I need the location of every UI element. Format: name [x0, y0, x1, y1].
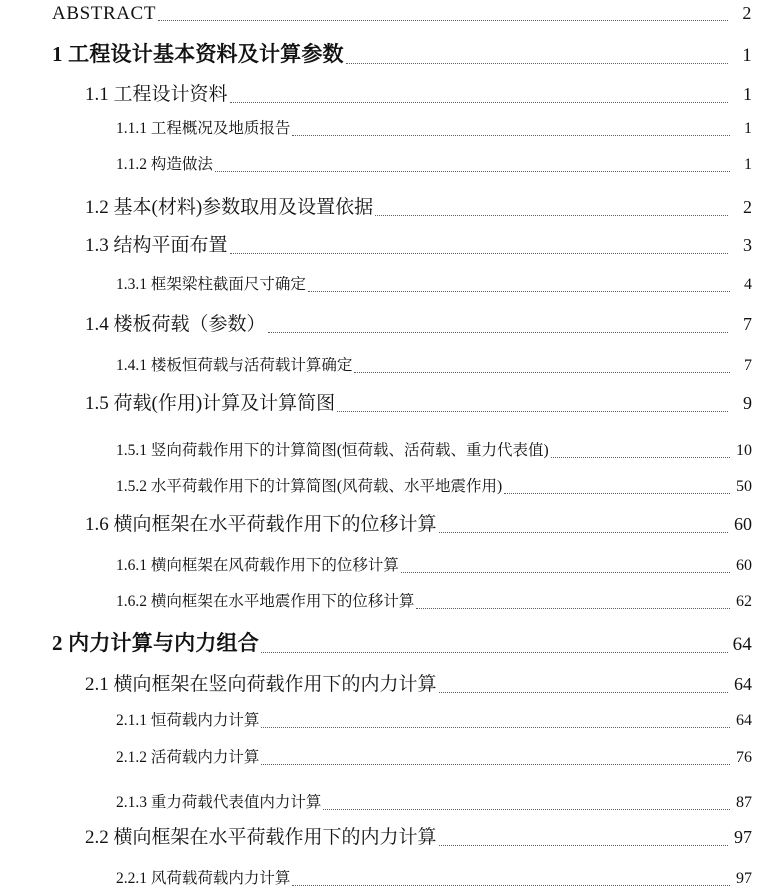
toc-entry[interactable] [0, 553, 780, 575]
toc-entry-title: 1.5 荷载(作用)计算及计算简图 [85, 393, 336, 414]
toc-leader-dots [292, 135, 730, 136]
toc-leader-dots [261, 764, 730, 765]
toc-entry[interactable] [0, 116, 780, 138]
toc-entry-page-number: 64 [734, 674, 752, 694]
toc-entry-title: ABSTRACT [52, 3, 157, 24]
toc-leader-dots [375, 215, 728, 216]
toc-entry-title: 2 内力计算与内力组合 [52, 631, 259, 655]
toc-entry[interactable] [0, 708, 780, 730]
toc-leader-dots [323, 809, 730, 810]
toc-entry[interactable] [0, 3, 780, 25]
toc-entry-title: 2.2 横向框架在水平荷载作用下的内力计算 [85, 827, 437, 848]
toc-leader-dots [504, 493, 730, 494]
toc-entry-title: 1.5.1 竖向荷载作用下的计算简图(恒荷载、活荷载、重力代表值) [116, 442, 549, 459]
toc-leader-dots [215, 171, 730, 172]
toc-entry-page-number: 50 [736, 478, 752, 495]
toc-leader-dots [354, 372, 730, 373]
toc-entry-title: 2.2.1 风荷载荷载内力计算 [116, 870, 291, 887]
toc-entry[interactable] [0, 627, 780, 657]
toc-leader-dots [439, 845, 728, 846]
toc-leader-dots [261, 727, 730, 728]
toc-entry-title: 1.5.2 水平荷载作用下的计算简图(风荷载、水平地震作用) [116, 478, 503, 495]
toc-entry[interactable] [0, 152, 780, 174]
toc-leader-dots [230, 253, 728, 254]
toc-entry-page-number: 2 [742, 3, 752, 23]
toc-leader-dots [292, 885, 730, 886]
toc-entry-title: 1.1.1 工程概况及地质报告 [116, 120, 291, 137]
toc-entry[interactable] [0, 509, 780, 536]
toc-leader-dots [337, 411, 728, 412]
toc-leader-dots [416, 608, 730, 609]
toc-entry[interactable] [0, 790, 780, 812]
toc-entry-page-number: 97 [734, 827, 752, 847]
toc-entry-title: 1.6 横向框架在水平荷载作用下的位移计算 [85, 514, 437, 535]
toc-leader-dots [346, 63, 728, 64]
toc-entry-page-number: 4 [744, 276, 752, 293]
toc-entry-title: 2.1.1 恒荷载内力计算 [116, 712, 260, 729]
toc-entry-title: 1.2 基本(材料)参数取用及设置依据 [85, 197, 374, 218]
toc-entry[interactable] [0, 589, 780, 611]
toc-entry[interactable] [0, 309, 780, 336]
toc-entry[interactable] [0, 745, 780, 767]
toc-entry-page-number: 1 [743, 84, 752, 104]
toc-entry-title: 1.4 楼板荷载（参数） [85, 314, 266, 335]
toc-entry-title: 1.3 结构平面布置 [85, 235, 228, 256]
toc-entry-page-number: 62 [736, 593, 752, 610]
toc-entry-page-number: 97 [736, 870, 752, 887]
toc-entry-page-number: 10 [736, 442, 752, 459]
toc-entry-page-number: 87 [736, 794, 752, 811]
toc-leader-dots [268, 332, 728, 333]
toc-entry[interactable] [0, 669, 780, 696]
toc-entry[interactable] [0, 474, 780, 496]
toc-entry[interactable] [0, 79, 780, 106]
toc-leader-dots [439, 692, 728, 693]
toc-entry[interactable] [0, 230, 780, 257]
toc-entry-page-number: 3 [743, 235, 752, 255]
toc-entry[interactable] [0, 388, 780, 415]
toc-entry-page-number: 7 [743, 314, 752, 334]
toc-leader-dots [158, 20, 728, 21]
toc-leader-dots [261, 652, 728, 653]
toc-entry-title: 1 工程设计基本资料及计算参数 [52, 42, 344, 66]
toc-entry-title: 1.3.1 框架梁柱截面尺寸确定 [116, 276, 306, 293]
toc-entry-page-number: 9 [743, 393, 752, 413]
toc-entry-title: 2.1 横向框架在竖向荷载作用下的内力计算 [85, 674, 437, 695]
toc-leader-dots [551, 457, 730, 458]
toc-entry-page-number: 7 [744, 357, 752, 374]
toc-entry[interactable] [0, 38, 780, 68]
toc-entry-page-number: 64 [736, 712, 752, 729]
toc-entry-title: 1.6.2 横向框架在水平地震作用下的位移计算 [116, 593, 415, 610]
toc-entry[interactable] [0, 822, 780, 849]
toc-entry-title: 1.1 工程设计资料 [85, 84, 228, 105]
toc-entry[interactable] [0, 353, 780, 375]
toc-leader-dots [439, 532, 728, 533]
toc-entry-page-number: 2 [743, 197, 752, 217]
toc-entry-title: 1.1.2 构造做法 [116, 156, 213, 173]
toc-entry-title: 2.1.2 活荷载内力计算 [116, 749, 260, 766]
toc-entry[interactable] [0, 438, 780, 460]
toc-entry-page-number: 1 [744, 156, 752, 173]
toc-entry-title: 1.4.1 楼板恒荷载与活荷载计算确定 [116, 357, 353, 374]
toc-entry-page-number: 1 [742, 45, 752, 66]
toc-entry-page-number: 60 [736, 557, 752, 574]
toc-leader-dots [230, 102, 728, 103]
toc-entry-title: 1.6.1 横向框架在风荷载作用下的位移计算 [116, 557, 399, 574]
toc-entry[interactable] [0, 192, 780, 219]
toc-entry-page-number: 1 [744, 120, 752, 137]
toc-entry-page-number: 76 [736, 749, 752, 766]
toc-leader-dots [401, 572, 730, 573]
toc-entry[interactable] [0, 272, 780, 294]
toc-entry-page-number: 60 [734, 514, 752, 534]
toc-entry-page-number: 64 [732, 634, 752, 655]
toc-leader-dots [308, 291, 730, 292]
toc-entry[interactable] [0, 866, 780, 888]
toc-entry-title: 2.1.3 重力荷载代表值内力计算 [116, 794, 322, 811]
